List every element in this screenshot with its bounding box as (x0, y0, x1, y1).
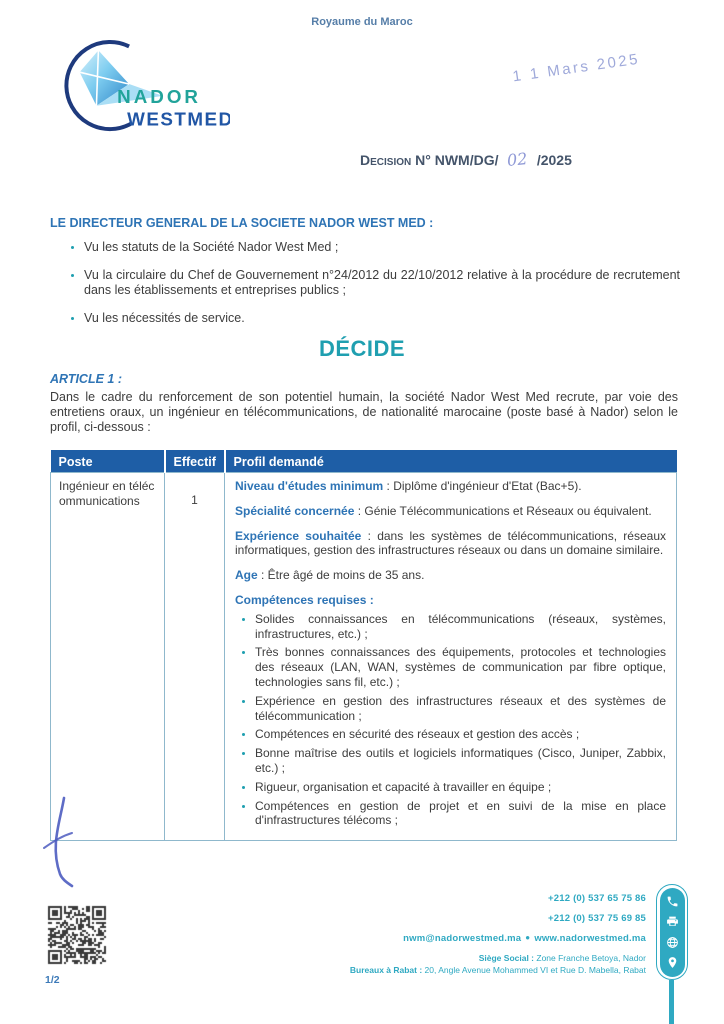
poste-cell: Ingénieur en télécommunications (51, 473, 165, 841)
contact-icon-pill (656, 884, 688, 980)
profil-section-competences: Compétences requises : (235, 592, 374, 607)
decision-number-handwritten: 02 (506, 148, 529, 171)
table-row (51, 473, 677, 841)
dot-separator-icon: ● (525, 933, 531, 942)
location-pin-icon (666, 956, 679, 969)
col-header-profil: Profil demandé (225, 451, 677, 473)
competences-list (235, 612, 666, 828)
decision-reference (360, 150, 572, 169)
logo-text-nador: NADOR (117, 85, 201, 107)
fax-printer-icon (666, 915, 679, 928)
recital-item: • Vu la circulaire du Chef de Gouvernement n°24/2012 du 22/10/2012 relative à la procédure de recrutement dans les établissements et entreprises publics ; (84, 268, 680, 298)
nador-westmed-logo (42, 38, 230, 143)
footer-bureaux: Bureaux à Rabat : 20, Angle Avenue Mohammed VI et Rue D. Mabella, Rabat (349, 965, 646, 975)
recitals-list (68, 240, 680, 339)
col-header-effectif: Effectif (165, 451, 225, 473)
competence-item: • Bonne maîtrise des outils et logiciels informatiques (Cisco, Juniper, Zabbix, etc.) ; (255, 746, 666, 776)
footer-siege: Siège Social : Zone Franche Betoya, Nador (478, 953, 646, 963)
phone-icon (666, 895, 679, 908)
globe-icon (666, 936, 679, 949)
footer-email: nwm@nadorwestmed.ma (403, 933, 522, 944)
decision-suffix: /2025 (536, 152, 572, 168)
profil-section-specialite: Spécialité concernée : Génie Télécommunications et Réseaux ou équivalent. (235, 503, 652, 518)
profil-section-experience: Expérience souhaitée : dans les systèmes de télécommunications, réseaux informatiques, gestion des infrastructures réseaux ou dans un domaine similaire. (235, 528, 666, 558)
footer-phone: +212 (0) 537 65 75 86 (548, 893, 646, 904)
decide-title: DÉCIDE (318, 336, 406, 361)
footer-fax: +212 (0) 537 75 69 85 (548, 913, 646, 924)
footer-email-web (226, 933, 646, 944)
logo-text-westmed: WESTMED (127, 108, 230, 130)
article-1-body: Dans le cadre du renforcement de son potentiel humain, la société Nador West Med recrute, par voie des entretiens oraux, un ingénieur en télécommunications, de nationalité marocaine (poste basé à Nador) selon le profil, ci-dessous : (50, 390, 678, 434)
col-header-poste: Poste (51, 451, 165, 473)
competence-item: • Compétences en gestion de projet et en suivi de la mise en place d'infrastructures télécoms ; (255, 799, 666, 829)
footer-contact-block (226, 893, 646, 977)
profil-cell (225, 473, 677, 841)
qr-code (45, 903, 109, 967)
director-heading: LE DIRECTEUR GENERAL DE LA SOCIETE NADOR WEST MED : (50, 216, 434, 230)
footer-website: www.nadorwestmed.ma (534, 933, 646, 944)
competence-item: • Compétences en sécurité des réseaux et gestion des accès ; (255, 727, 666, 742)
competence-item: • Rigueur, organisation et capacité à travailler en équipe ; (255, 780, 666, 795)
kingdom-header: Royaume du Maroc (311, 16, 413, 28)
decision-prefix: Decision N° NWM/DG/ (360, 152, 499, 168)
job-profile-table (50, 450, 677, 841)
recital-item: • Vu les nécessités de service. (84, 311, 680, 326)
competence-item: • Très bonnes connaissances des équipements, protocoles et technologies des réseaux (LAN, WAN, systèmes de communication par fibre optique, technologies sans fil, etc.) ; (255, 645, 666, 689)
profil-section-niveau: Niveau d'études minimum : Diplôme d'ingénieur d'Etat (Bac+5). (235, 479, 582, 493)
effectif-cell: 1 (165, 473, 225, 841)
logo-graphic (42, 38, 230, 138)
competence-item: • Expérience en gestion des infrastructures réseaux et des systèmes de télécommunication ; (255, 694, 666, 724)
date-stamp: 1 1 Mars 2025 (511, 50, 642, 86)
recital-item: • Vu les statuts de la Société Nador West Med ; (84, 240, 680, 255)
table-header-row (51, 451, 677, 473)
article-1-label: ARTICLE 1 : (50, 372, 122, 386)
competence-item: • Solides connaissances en télécommunications (réseaux, systèmes, infrastructures, etc.) ; (255, 612, 666, 642)
profil-section-age: Age : Être âgé de moins de 35 ans. (235, 568, 425, 583)
pill-tail-line (669, 980, 674, 1024)
page-number: 1/2 (45, 974, 60, 986)
